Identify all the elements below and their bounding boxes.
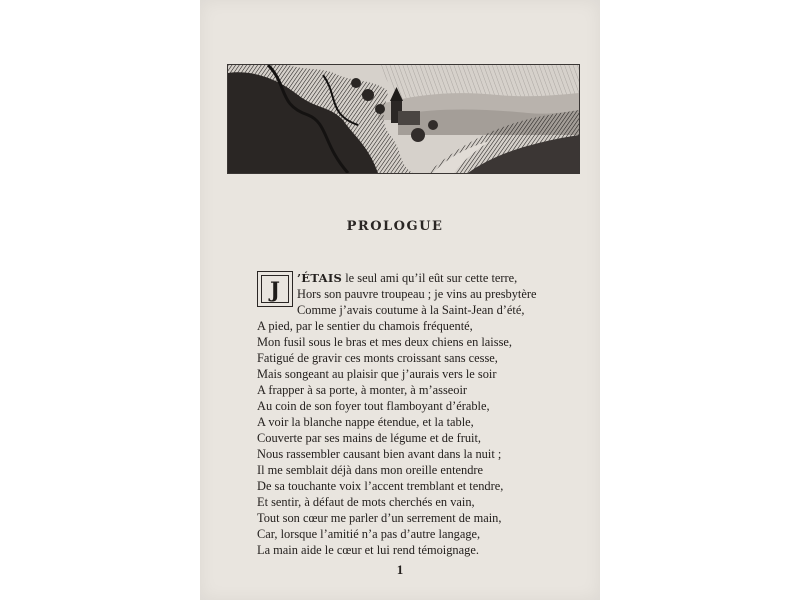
verse-line: Et sentir, à défaut de mots cherchés en vain, [257,495,475,509]
verse-line: Fatigué de gravir ces monts croissant sans cesse, [257,351,498,365]
verse-line: De sa touchante voix l’accent tremblant et tendre, [257,479,504,493]
verse-line: Car, lorsque l’amitié n’a pas d’autre langage, [257,527,481,541]
verse-line: Il me semblait déjà dans mon oreille entendre [257,463,484,477]
verse-line: A pied, par le sentier du chamois fréquenté, [257,319,473,333]
verse-line: Tout son cœur me parler d’un serrement de main, [257,511,502,525]
landscape-engraving [227,64,580,174]
verse-line: Hors son pauvre troupeau ; je vins au presbytère [297,287,537,301]
drop-cap-letter: J [261,275,289,303]
verse-line: Comme j’avais coutume à la Saint-Jean d’été, [297,303,525,317]
verse-line: Mais songeant au plaisir que j’aurais vers le soir [257,367,497,381]
verse-line: Couverte par ses mains de légume et de fruit, [257,431,481,445]
verse-line: A frapper à sa porte, à monter, à m’asseoir [257,383,468,397]
verse-line-1 [297,270,517,286]
verse-line: A voir la blanche nappe étendue, et la table, [257,415,474,429]
verse-line: Au coin de son foyer tout flamboyant d’érable, [257,399,490,413]
verse-line: Mon fusil sous le bras et mes deux chiens en laisse, [257,335,512,349]
verse-line: Nous rassembler causant bien avant dans la nuit ; [257,447,502,461]
verse-line: La main aide le cœur et lui rend témoignage. [257,543,479,557]
engraving-illustration [228,65,579,173]
chapter-title: PROLOGUE [346,219,444,234]
drop-cap [257,271,293,307]
book-page [200,0,600,600]
page-number: 1 [396,562,404,577]
verse-line-1-text: le seul ami qu’il eût sur cette terre, [342,271,518,285]
first-word: ’ÉTAIS [297,271,343,285]
